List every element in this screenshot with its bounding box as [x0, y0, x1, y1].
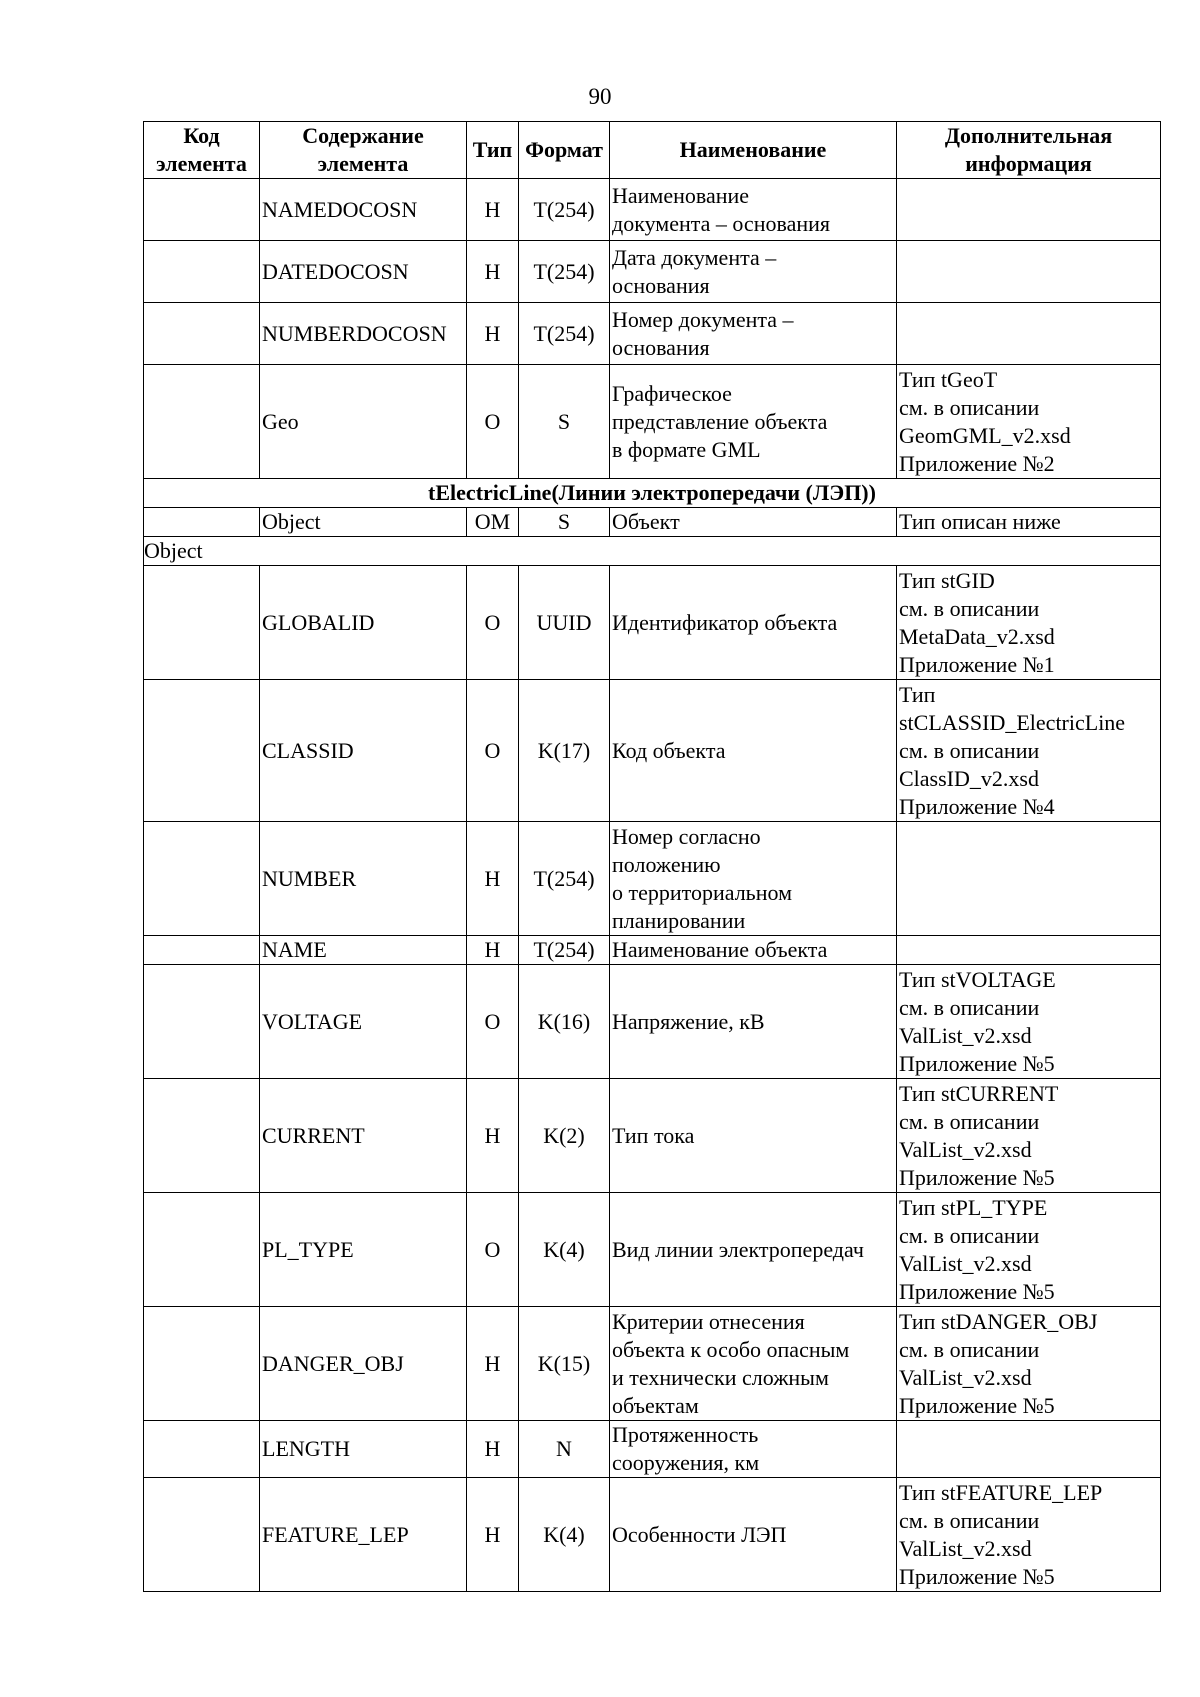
- cell-type: Н: [467, 1079, 519, 1193]
- cell-code: [144, 1079, 260, 1193]
- group-row: [144, 537, 1161, 566]
- section-title: tElectricLine(Линии электропередачи (ЛЭП)): [144, 479, 1161, 508]
- cell-format: K(17): [519, 680, 610, 822]
- table-row: [144, 303, 1161, 365]
- cell-info: Тип stCURRENT см. в описании ValList_v2.xsd Приложение №5: [897, 1079, 1161, 1193]
- table-row: [144, 822, 1161, 936]
- cell-title: Код объекта: [610, 680, 897, 822]
- table-row: [144, 241, 1161, 303]
- cell-info: [897, 303, 1161, 365]
- table-row: [144, 508, 1161, 537]
- cell-title: Протяженность сооружения, км: [610, 1421, 897, 1478]
- cell-title: Вид линии электропередач: [610, 1193, 897, 1307]
- cell-format: K(15): [519, 1307, 610, 1421]
- table-row: [144, 365, 1161, 479]
- cell-info: Тип stDANGER_OBJ см. в описании ValList_v2.xsd Приложение №5: [897, 1307, 1161, 1421]
- table-row: [144, 1079, 1161, 1193]
- table-header-row: [144, 122, 1161, 179]
- cell-element: VOLTAGE: [260, 965, 467, 1079]
- group-label: Object: [144, 537, 1161, 566]
- cell-type: Н: [467, 1307, 519, 1421]
- cell-type: Н: [467, 936, 519, 965]
- cell-info: [897, 179, 1161, 241]
- cell-format: UUID: [519, 566, 610, 680]
- cell-title: Напряжение, кВ: [610, 965, 897, 1079]
- table-row: [144, 1421, 1161, 1478]
- cell-code: [144, 936, 260, 965]
- cell-code: [144, 965, 260, 1079]
- cell-title: Номер документа – основания: [610, 303, 897, 365]
- cell-element: Geo: [260, 365, 467, 479]
- cell-info: Тип описан ниже: [897, 508, 1161, 537]
- cell-element: CURRENT: [260, 1079, 467, 1193]
- cell-code: [144, 1193, 260, 1307]
- cell-format: K(16): [519, 965, 610, 1079]
- cell-info: [897, 241, 1161, 303]
- cell-info: Тип tGeoT см. в описании GeomGML_v2.xsd Приложение №2: [897, 365, 1161, 479]
- cell-format: K(2): [519, 1079, 610, 1193]
- table-row: [144, 680, 1161, 822]
- cell-code: [144, 566, 260, 680]
- cell-format: T(254): [519, 822, 610, 936]
- cell-title: Тип тока: [610, 1079, 897, 1193]
- specification-table: [143, 121, 1161, 1592]
- cell-code: [144, 303, 260, 365]
- cell-format: S: [519, 365, 610, 479]
- cell-element: FEATURE_LEP: [260, 1478, 467, 1592]
- cell-element: CLASSID: [260, 680, 467, 822]
- cell-format: T(254): [519, 241, 610, 303]
- cell-type: О: [467, 566, 519, 680]
- cell-format: T(254): [519, 179, 610, 241]
- cell-code: [144, 365, 260, 479]
- cell-info: Тип stCLASSID_ElectricLine см. в описании ClassID_v2.xsd Приложение №4: [897, 680, 1161, 822]
- cell-info: Тип stVOLTAGE см. в описании ValList_v2.xsd Приложение №5: [897, 965, 1161, 1079]
- header-title: Наименование: [610, 122, 897, 179]
- cell-code: [144, 680, 260, 822]
- cell-type: О: [467, 965, 519, 1079]
- cell-info: [897, 1421, 1161, 1478]
- page-number: 90: [588, 84, 612, 109]
- table-row: [144, 1307, 1161, 1421]
- table-row: [144, 1478, 1161, 1592]
- cell-title: Критерии отнесения объекта к особо опасным и технически сложным объектам: [610, 1307, 897, 1421]
- cell-type: О: [467, 365, 519, 479]
- cell-info: Тип stGID см. в описании MetaData_v2.xsd Приложение №1: [897, 566, 1161, 680]
- cell-code: [144, 1307, 260, 1421]
- cell-format: N: [519, 1421, 610, 1478]
- cell-element: GLOBALID: [260, 566, 467, 680]
- cell-code: [144, 241, 260, 303]
- cell-info: [897, 936, 1161, 965]
- cell-element: Object: [260, 508, 467, 537]
- header-format: Формат: [519, 122, 610, 179]
- cell-type: ОМ: [467, 508, 519, 537]
- cell-title: Наименование документа – основания: [610, 179, 897, 241]
- cell-title: Дата документа – основания: [610, 241, 897, 303]
- cell-type: Н: [467, 1421, 519, 1478]
- cell-type: О: [467, 680, 519, 822]
- cell-element: NAMEDOCOSN: [260, 179, 467, 241]
- table-row: [144, 566, 1161, 680]
- cell-info: Тип stFEATURE_LEP см. в описании ValList_v2.xsd Приложение №5: [897, 1478, 1161, 1592]
- header-type: Тип: [467, 122, 519, 179]
- header-info: Дополнительная информация: [897, 122, 1161, 179]
- cell-code: [144, 822, 260, 936]
- cell-type: Н: [467, 241, 519, 303]
- cell-element: NUMBER: [260, 822, 467, 936]
- cell-type: О: [467, 1193, 519, 1307]
- cell-title: Графическое представление объекта в формате GML: [610, 365, 897, 479]
- cell-title: Наименование объекта: [610, 936, 897, 965]
- cell-type: Н: [467, 303, 519, 365]
- section-row: [144, 479, 1161, 508]
- cell-type: Н: [467, 1478, 519, 1592]
- header-content: Содержание элемента: [260, 122, 467, 179]
- cell-element: DATEDOCOSN: [260, 241, 467, 303]
- cell-code: [144, 179, 260, 241]
- table-row: [144, 179, 1161, 241]
- cell-type: Н: [467, 179, 519, 241]
- cell-info: [897, 822, 1161, 936]
- cell-title: Номер согласно положению о территориальном планировании: [610, 822, 897, 936]
- cell-code: [144, 1421, 260, 1478]
- cell-element: DANGER_OBJ: [260, 1307, 467, 1421]
- cell-format: T(254): [519, 936, 610, 965]
- cell-format: K(4): [519, 1193, 610, 1307]
- cell-element: LENGTH: [260, 1421, 467, 1478]
- cell-format: K(4): [519, 1478, 610, 1592]
- cell-title: Особенности ЛЭП: [610, 1478, 897, 1592]
- cell-format: T(254): [519, 303, 610, 365]
- table-row: [144, 936, 1161, 965]
- header-code: Код элемента: [144, 122, 260, 179]
- cell-title: Объект: [610, 508, 897, 537]
- table-row: [144, 965, 1161, 1079]
- cell-element: PL_TYPE: [260, 1193, 467, 1307]
- cell-element: NAME: [260, 936, 467, 965]
- cell-title: Идентификатор объекта: [610, 566, 897, 680]
- cell-info: Тип stPL_TYPE см. в описании ValList_v2.xsd Приложение №5: [897, 1193, 1161, 1307]
- cell-format: S: [519, 508, 610, 537]
- cell-code: [144, 508, 260, 537]
- cell-type: Н: [467, 822, 519, 936]
- cell-element: NUMBERDOCOSN: [260, 303, 467, 365]
- cell-code: [144, 1478, 260, 1592]
- table-row: [144, 1193, 1161, 1307]
